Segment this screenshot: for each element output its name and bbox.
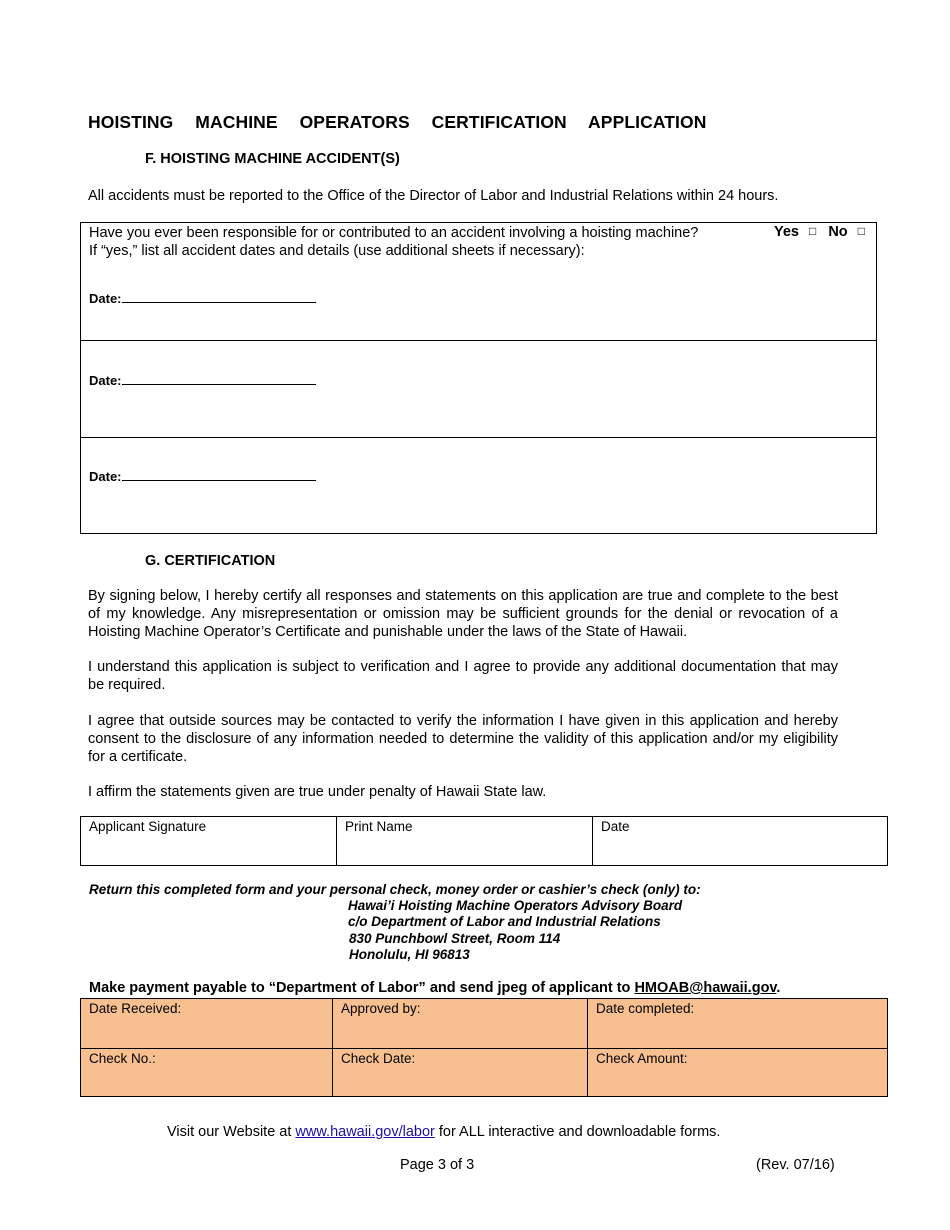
section-f-intro: All accidents must be reported to the Office of the Director of Labor and Industrial Relations within 24 hours. xyxy=(88,188,779,204)
check-no-cell[interactable] xyxy=(81,1049,333,1097)
accident-question: Have you ever been responsible for or contributed to an accident involving a hoisting machine? xyxy=(89,225,699,241)
accident-box xyxy=(80,222,877,534)
certification-paragraph-1: By signing below, I hereby certify all responses and statements on this application are true and complete to the best of my knowledge. Any misrepresentation or omission may be sufficient grounds for the denial or revocation of a Hoisting Machine Operator’s Certificate and punishable under the laws of the State of Hawaii. xyxy=(88,588,838,640)
accident-row-divider xyxy=(81,340,876,341)
revision-label: (Rev. 07/16) xyxy=(756,1157,835,1173)
section-g-heading: G. CERTIFICATION xyxy=(145,553,276,569)
date-input-line[interactable] xyxy=(122,373,316,385)
certification-paragraph-4: I affirm the statements given are true under penalty of Hawaii State law. xyxy=(88,784,547,800)
return-address-line-4: Honolulu, HI 96813 xyxy=(349,947,470,962)
approved-by-label: Approved by: xyxy=(341,1001,421,1016)
no-checkbox[interactable]: □ xyxy=(857,224,865,238)
applicant-signature-cell[interactable] xyxy=(81,817,337,866)
payment-email-link[interactable]: HMOAB@hawaii.gov xyxy=(634,980,777,996)
return-instruction: Return this completed form and your personal check, money order or cashier’s check (only) to: xyxy=(89,882,701,897)
date-completed-label: Date completed: xyxy=(596,1001,695,1016)
date-received-label: Date Received: xyxy=(89,1001,182,1016)
return-address-line-3: 830 Punchbowl Street, Room 114 xyxy=(349,931,561,946)
date-input-line[interactable] xyxy=(122,291,316,303)
print-name-label: Print Name xyxy=(345,819,413,834)
check-amount-label: Check Amount: xyxy=(596,1051,688,1066)
accident-date-field-1[interactable] xyxy=(89,291,316,306)
date-completed-cell[interactable] xyxy=(588,999,888,1049)
section-f-heading: F. HOISTING MACHINE ACCIDENT(S) xyxy=(145,151,400,167)
approved-by-cell[interactable] xyxy=(333,999,588,1049)
applicant-signature-label: Applicant Signature xyxy=(89,819,207,834)
date-label: Date: xyxy=(89,373,122,388)
date-label: Date: xyxy=(89,469,122,484)
payment-suffix: . xyxy=(776,980,781,996)
no-label: No xyxy=(828,224,848,240)
date-label: Date: xyxy=(89,291,122,306)
signature-date-label: Date xyxy=(601,819,630,834)
date-received-cell[interactable] xyxy=(81,999,333,1049)
check-date-label: Check Date: xyxy=(341,1051,416,1066)
yes-no-group xyxy=(774,224,865,240)
payment-text: Make payment payable to “Department of Labor” and send jpeg of applicant to xyxy=(89,980,635,996)
form-title: HOISTING MACHINE OPERATORS CERTIFICATION APPLICATION xyxy=(88,112,707,132)
accident-instruction: If “yes,” list all accident dates and details (use additional sheets if necessary): xyxy=(89,243,585,259)
accident-date-field-2[interactable] xyxy=(89,373,316,388)
page-number: Page 3 of 3 xyxy=(400,1157,475,1173)
office-use-table xyxy=(80,998,888,1097)
website-link[interactable]: www.hawaii.gov/labor xyxy=(295,1124,435,1140)
signature-date-cell[interactable] xyxy=(593,817,888,866)
return-address-line-2: c/o Department of Labor and Industrial Relations xyxy=(348,914,661,929)
yes-checkbox[interactable]: □ xyxy=(809,224,817,238)
check-no-label: Check No.: xyxy=(89,1051,156,1066)
website-prefix: Visit our Website at xyxy=(167,1124,296,1140)
certification-paragraph-3: I agree that outside sources may be contacted to verify the information I have given in this application and hereby consent to the disclosure of any information needed to determine the validity of this application and/or my eligibility for a certificate. xyxy=(88,713,838,765)
date-input-line[interactable] xyxy=(122,469,316,481)
return-address-line-1: Hawai’i Hoisting Machine Operators Advisory Board xyxy=(348,898,683,913)
payment-instruction xyxy=(89,980,780,996)
website-suffix: for ALL interactive and downloadable forms. xyxy=(434,1124,721,1140)
print-name-cell[interactable] xyxy=(337,817,593,866)
yes-label: Yes xyxy=(774,224,799,240)
certification-paragraph-2: I understand this application is subject to verification and I agree to provide any additional documentation that may be required. xyxy=(88,659,838,693)
check-amount-cell[interactable] xyxy=(588,1049,888,1097)
accident-row-divider xyxy=(81,437,876,438)
check-date-cell[interactable] xyxy=(333,1049,588,1097)
website-footer xyxy=(167,1124,720,1140)
accident-date-field-3[interactable] xyxy=(89,469,316,484)
signature-table xyxy=(80,816,888,866)
